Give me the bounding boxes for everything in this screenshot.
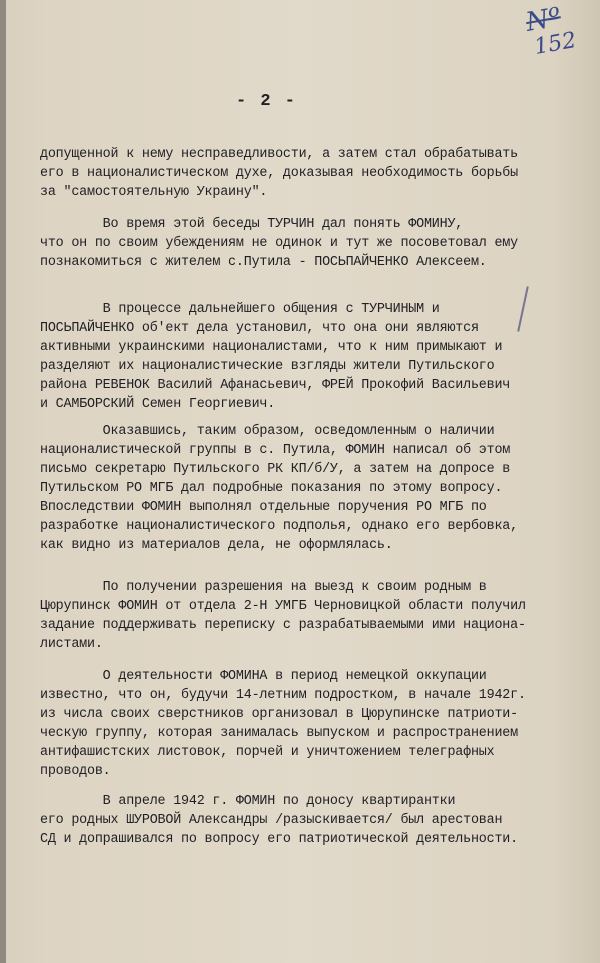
text-line: Впоследствии ФОМИН выполнял отдельные поручения РО МГБ по	[40, 500, 487, 515]
text-line: антифашистских листовок, порчей и уничтожением телеграфных	[40, 745, 495, 760]
text-line: проводов.	[40, 764, 111, 779]
text-line: Во время этой беседы ТУРЧИН дал понять ФОМИНУ,	[40, 217, 464, 232]
text-line: письмо секретарю Путильского РК КП/б/У, а затем на допросе в	[40, 462, 511, 477]
text-line: ПОСЬПАЙЧЕНКО об'ект дела установил, что она они являются	[40, 321, 479, 336]
text-line: за "самостоятельную Украину".	[40, 185, 268, 200]
text-line: задание поддерживать переписку с разрабатываемыми ими национа-	[40, 618, 526, 633]
text-line: района РЕВЕНОК Василий Афанасьевич, ФРЕЙ Прокофий Васильевич	[40, 378, 511, 393]
archive-number-current: 152	[532, 27, 579, 60]
text-line: О деятельности ФОМИНА в период немецкой оккупации	[40, 669, 487, 684]
text-line: как видно из материалов дела, не оформлялась.	[40, 538, 393, 553]
text-line: Оказавшись, таким образом, осведомленным о наличии	[40, 424, 495, 439]
paragraph	[40, 145, 585, 202]
text-line: По получении разрешения на выезд к своим родным в	[40, 580, 487, 595]
text-line: допущенной к нему несправедливости, а затем стал обрабатывать	[40, 147, 518, 162]
archive-number-struck: Nº	[523, 2, 564, 38]
page-number: - 2 -	[236, 92, 298, 111]
text-line: из числа своих сверстников организовал в Цюрупинске патриоти-	[40, 707, 518, 722]
text-line: активными украинскими националистами, что к ним примыкают и	[40, 340, 503, 355]
paragraph	[40, 422, 585, 555]
text-line: и САМБОРСКИЙ Семен Георгиевич.	[40, 397, 276, 412]
text-line: националистической группы в с. Путила, ФОМИН написал об этом	[40, 443, 511, 458]
text-line: В процессе дальнейшего общения с ТУРЧИНЫМ и	[40, 302, 440, 317]
text-line: разделяют их националистические взгляды жители Путильского	[40, 359, 495, 374]
paragraph	[40, 578, 585, 654]
text-line: Путильском РО МГБ дал подробные показания по этому вопросу.	[40, 481, 503, 496]
paragraph	[40, 792, 585, 849]
text-line: листами.	[40, 637, 103, 652]
text-line: его родных ШУРОВОЙ Александры /разыскивается/ был арестован	[40, 813, 503, 828]
paragraph	[40, 300, 585, 414]
text-line: известно, что он, будучи 14-летним подростком, в начале 1942г.	[40, 688, 526, 703]
text-line: В апреле 1942 г. ФОМИН по доносу квартирантки	[40, 794, 456, 809]
text-line: СД и допрашивался по вопросу его патриотической деятельности.	[40, 832, 518, 847]
text-line: что он по своим убеждениям не одинок и тут же посоветовал ему	[40, 236, 518, 251]
text-line: разработке националистического подполья, однако его вербовка,	[40, 519, 518, 534]
text-line: его в националистическом духе, доказывая необходимость борьбы	[40, 166, 518, 181]
archive-number-annotation	[524, 2, 578, 59]
paragraph	[40, 667, 585, 781]
text-line: Цюрупинск ФОМИН от отдела 2-Н УМГБ Черновицкой области получил	[40, 599, 526, 614]
text-line: познакомиться с жителем с.Путила - ПОСЬПАЙЧЕНКО Алексеем.	[40, 255, 487, 270]
paragraph	[40, 215, 585, 272]
text-line: ческую группу, которая занималась выпуском и распространением	[40, 726, 518, 741]
